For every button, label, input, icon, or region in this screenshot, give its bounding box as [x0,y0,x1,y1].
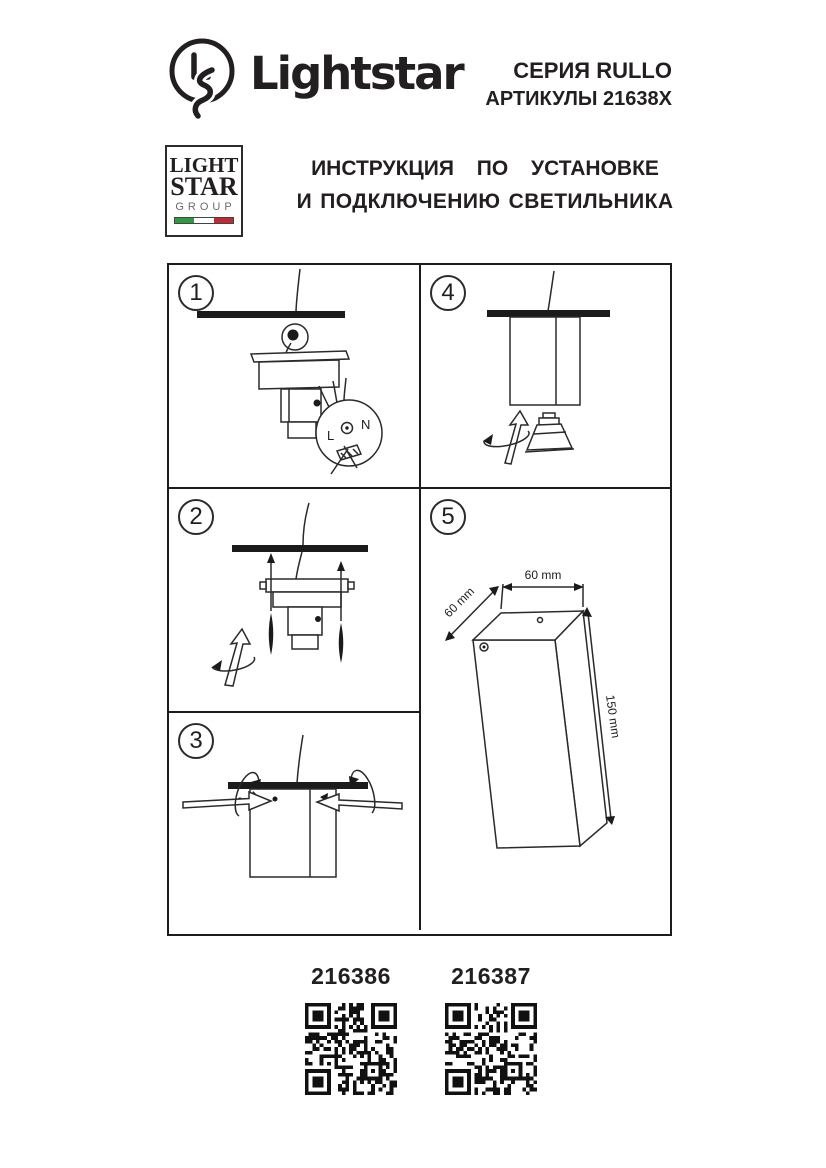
step-number: 5 [430,499,466,535]
step-2-panel [169,489,421,713]
step-3-panel [169,713,421,930]
series-title: СЕРИЯ RULLO [513,58,672,83]
product-code: 216386 [311,963,391,989]
dim-top-width-label: 60 mm [524,568,562,582]
brand-wordmark: Lightstar [250,47,463,100]
dimensions-diagram [421,489,668,930]
lightstar-group-badge [165,145,243,237]
gu10-bulb-icon [525,413,574,452]
product-code: 216387 [451,963,531,989]
instruction-grid [167,263,672,936]
title-line-2: И ПОДКЛЮЧЕНИЮ СВЕТИЛЬНИКА [296,190,674,213]
lightstar-bulb-logo-icon [160,34,246,126]
page-title [292,152,678,217]
step-1-panel [169,265,421,489]
rotate-up-arrow-icon [212,629,255,686]
step-number: 3 [178,723,214,759]
wire-label-neutral: N [361,417,371,432]
qr-code [445,1003,537,1095]
step-number: 1 [178,275,214,311]
badge-group: GROUP [175,201,236,213]
step-4-panel [421,265,670,489]
italian-flag-stripe [174,217,234,224]
dim-depth-label: 60 mm [441,584,478,621]
qr-code [305,1003,397,1095]
wire-label-live: L [327,428,335,443]
rotate-up-arrow-icon [483,411,529,464]
title-line-1: ИНСТРУКЦИЯ ПО УСТАНОВКЕ [311,157,659,180]
badge-light: LIGHT [169,153,239,177]
articles-line: АРТИКУЛЫ 21638X [485,88,672,110]
badge-star: STAR [170,172,238,201]
series-block [420,57,672,113]
step-5-panel [421,489,670,930]
step-number: 2 [178,499,214,535]
dim-height-label: 150 mm [603,694,623,739]
step-number: 4 [430,275,466,311]
